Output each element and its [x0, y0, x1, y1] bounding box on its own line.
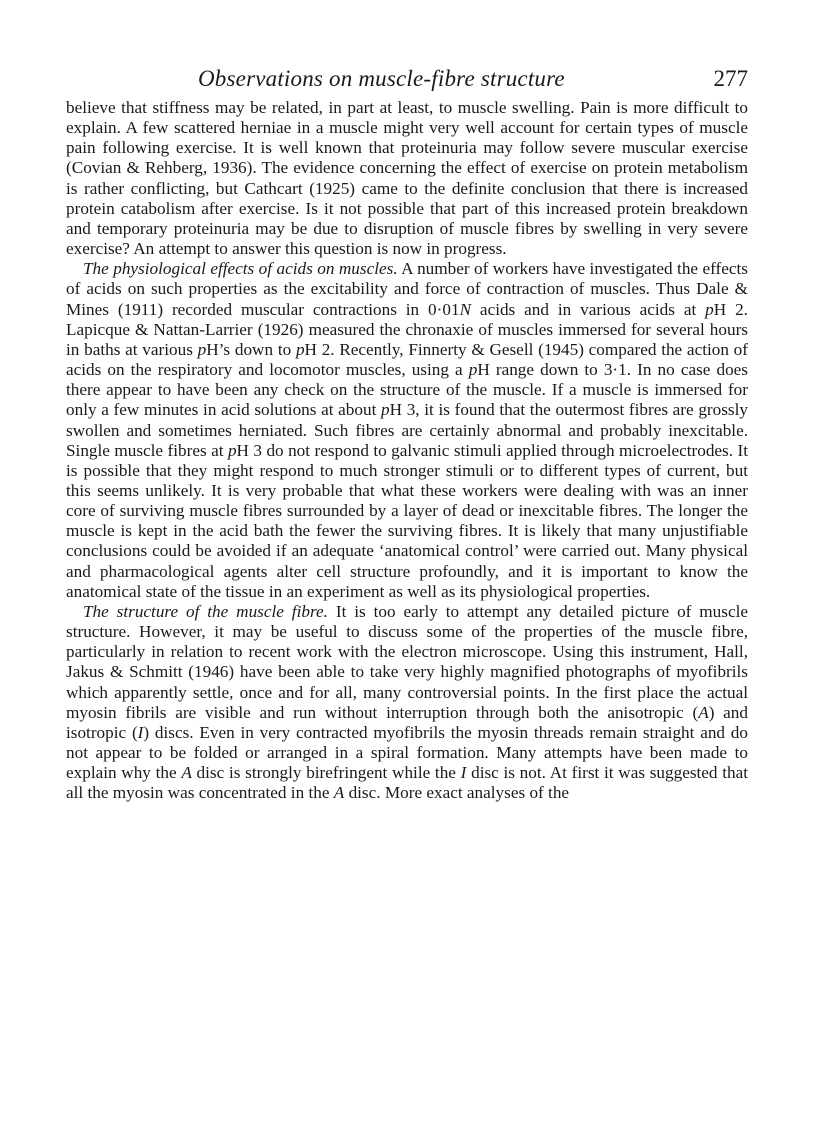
- paragraph-exercise-swelling: believe that stiffness may be related, in part at least, to muscle swelling. Pain is more difficult to explain. A few scattered herniae in a muscle might very well account for certain types of muscle pain following exercise. It is well known that proteinuria may follow severe muscular exercise (Covian & Rehberg, 1936). The evidence concerning the effect of exercise on protein metabolism is rather conflicting, but Cathcart (1925) came to the definite conclusion that there is increased protein catabolism after exercise. Is it not possible that part of this increased protein breakdown and temporary proteinuria may be due to disruption of muscle fibres by swelling in very severe exercise? An attempt to answer this question is now in progress.: [66, 98, 748, 259]
- journal-page: [66, 66, 748, 803]
- paragraph-fibre-structure: The structure of the muscle fibre. It is too early to attempt any detailed picture of muscle structure. However, it may be useful to discuss some of the properties of the muscle fibre, particularly in relation to recent work with the electron microscope. Using this instrument, Hall, Jakus & Schmitt (1946) have been able to take very highly magnified photographs of myofibrils which apparently settle, once and for all, many controversial points. In the first place the actual myosin fibrils are visible and run without interruption through both the anisotropic (A) and isotropic (I) discs. Even in very contracted myofibrils the myosin threads remain straight and do not appear to be folded or arranged in a spiral formation. Many attempts have been made to explain why the A disc is strongly birefringent while the I disc is not. At first it was suggested that all the myosin was concentrated in the A disc. More exact analyses of the: [66, 601, 748, 803]
- i-disc-symbol: I: [137, 722, 144, 742]
- a-disc-symbol: A: [333, 783, 345, 803]
- running-head: [66, 66, 748, 96]
- page-number: 277: [713, 66, 748, 91]
- section-heading-acid-effects: The physiological effects of acids on muscles.: [83, 259, 398, 279]
- ph-symbol: p: [705, 299, 714, 319]
- i-disc-symbol: I: [460, 763, 467, 783]
- a-disc-symbol: A: [698, 702, 709, 722]
- article-body: [66, 98, 748, 803]
- paragraph-acid-effects: The physiological effects of acids on muscles. A number of workers have investigated the effects of acids on such properties as the excitability and force of contraction of muscles. Thus Dale & Mines (1911) recorded muscular contractions in 0·01N acids and in various acids at pH 2. Lapicque & Nattan-Larrier (1926) measured the chronaxie of muscles immersed for several hours in baths at various pH’s down to pH 2. Recently, Finnerty & Gesell (1945) compared the action of acids on the respiratory and locomotor muscles, using a pH range down to 3·1. In no case does there appear to have been any check on the structure of the muscle. If a muscle is immersed for only a few minutes in acid solutions at about pH 3, it is found that the outermost fibres are grossly swollen and sometimes herniated. Such fibres are certainly abnormal and probably inexcitable. Single muscle fibres at pH 3 do not respond to galvanic stimuli applied through microelectrodes. It is possible that they might respond to much stronger stimuli or to different types of current, but this seems unlikely. It is very probable that what these workers were dealing with was an inner core of surviving muscle fibres surrounded by a layer of dead or inexcitable fibres. The longer the muscle is kept in the acid bath the fewer the surviving fibres. It is likely that many unjustifiable conclusions could be avoided if an adequate ‘anatomical control’ were carried out. Many physical and pharmacological agents alter cell structure profoundly, and it is important to know the anatomical state of the tissue in an experiment as well as its physiological properties.: [66, 259, 748, 601]
- section-heading-fibre-structure: The structure of the muscle fibre.: [83, 601, 328, 621]
- a-disc-symbol: A: [181, 763, 192, 783]
- ph-symbol: p: [295, 339, 305, 359]
- ph-symbol: p: [227, 440, 237, 460]
- ph-symbol: p: [197, 339, 207, 359]
- ph-symbol: p: [468, 360, 478, 380]
- normality-symbol: N: [459, 299, 472, 319]
- running-title: Observations on muscle-fibre structure: [198, 66, 565, 91]
- ph-symbol: p: [381, 400, 390, 420]
